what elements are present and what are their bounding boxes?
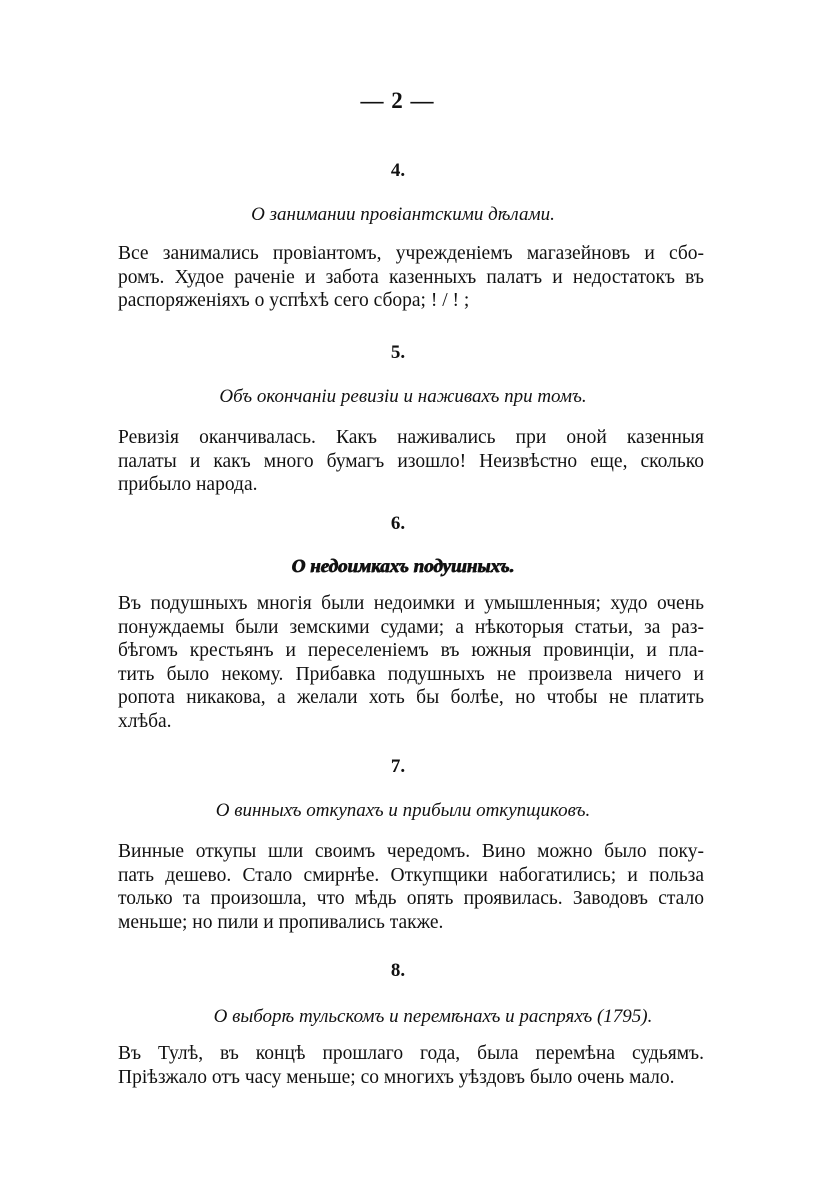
section-title: О винныхъ откупахъ и прибыли откупщиковъ. [215,800,591,821]
text-line: прибыло народа. [118,474,258,495]
text-line: Пріѣзжало отъ часу меньше; со многихъ уѣздовъ было очень мало. [118,1066,675,1088]
section-body [118,592,704,733]
section-number: 5. [390,342,406,363]
section-title: О занимании провіантскими дѣлами. [251,204,555,225]
text-line: бѣгомъ крестьянъ и переселеніемъ въ южныя провинціи, и пла- [118,640,704,661]
section-number: 6. [390,513,406,534]
text-line: Винные откупы шли своимъ чередомъ. Вино можно было поку- [118,841,704,862]
section-number: 8. [390,960,406,981]
text-line: пать дешево. Стало смирнѣе. Откупщики набогатились; и польза [118,864,704,886]
text-line: Все занимались провіантомъ, учрежденіемъ магазейновъ и сбо- [118,243,704,264]
text-line: палаты и какъ много бумагъ изошло! Неизвѣстно еще, сколько [118,450,704,472]
section-body [118,426,704,497]
text-line: хлѣба. [118,710,172,732]
text-line: распоряженіяхъ о успѣхѣ сего сбора; ! / ! ; [118,290,470,311]
text-line: меньше; но пили и пропивались также. [118,911,444,933]
section-body [118,242,704,313]
text-line: Въ Тулѣ, въ концѣ прошлаго года, была перемѣна судьямъ. [118,1043,704,1064]
text-line: ромъ. Худое раченіе и забота казенныхъ палатъ и недостатокъ въ [118,266,704,288]
text-line: ропота никакова, а желали хоть бы болѣе, но чтобы не платить [118,687,704,708]
text-line: только та произошла, что мѣдь опять проявилась. Заводовъ стало [118,888,704,909]
section-title: Объ окончаніи ревизіи и наживахъ при томъ. [219,386,587,407]
section-body [118,840,704,934]
section-title: О недоимкахъ подушныхъ. [291,556,515,577]
section-number: 4. [390,160,406,181]
text-line: Въ подушныхъ многія были недоимки и умышленныя; худо очень [118,593,704,614]
text-line: тить было некому. Прибавка подушныхъ не произвела ничего и [118,663,704,685]
section-title: О выборѣ тульскомъ и перемѣнахъ и распряхъ (1795). [213,1006,653,1027]
section-body [118,1042,704,1089]
page-number: — 2 — [360,88,435,113]
section-number: 7. [390,756,406,777]
text-line: Ревизія оканчивалась. Какъ наживались при оной казенныя [118,427,704,448]
text-line: понуждаемы были земскими судами; а нѣкоторыя статьи, за раз- [118,616,704,638]
